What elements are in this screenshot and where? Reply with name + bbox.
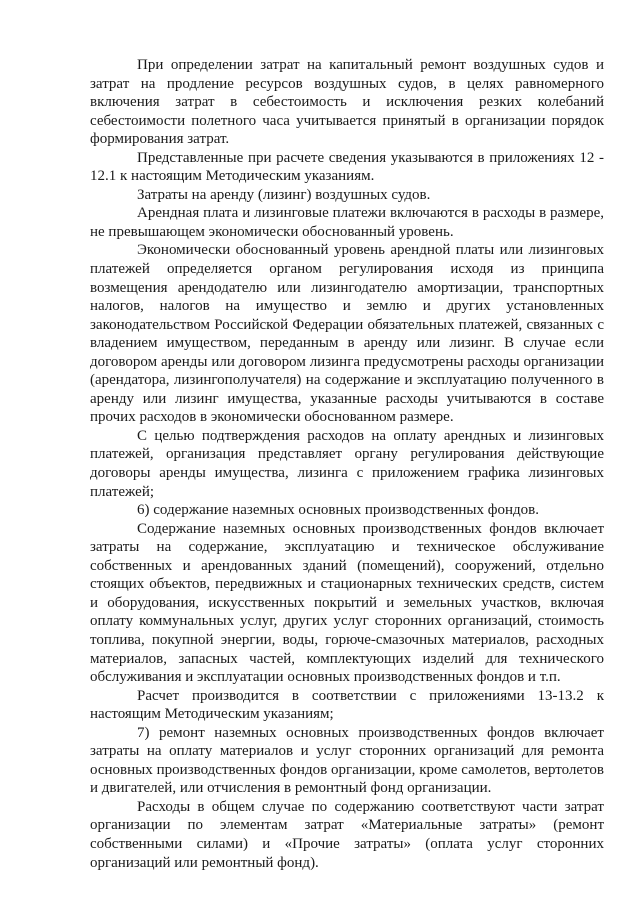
paragraph-appendix-13: Расчет производится в соответствии с приложениями 13-13.2 к настоящим Методическим указаниям;: [90, 687, 604, 723]
paragraph-item-7-repair: 7) ремонт наземных основных производственных фондов включает затраты на оплату материалов и услуг сторонних организаций для ремонта основных производственных фондов организации, кроме самолетов, вертолетов и двигателей, или отчисления в ремонтный фонд организации.: [90, 724, 604, 797]
paragraph-cost-determination: При определении затрат на капитальный ремонт воздушных судов и затрат на продление ресурсов воздушных судов, в целях равномерного включения затрат в себестоимость и исключения резких колебаний себестоимости полетного часа учитывается принятый в организации порядок формирования затрат.: [90, 57, 604, 148]
paragraph-lease-confirmation: С целью подтверждения расходов на оплату арендных и лизинговых платежей, организация представляет органу регулирования действующие договоры аренды имущества, лизинга с приложением графика лизинговых платежей;: [90, 427, 604, 500]
paragraph-ground-assets-maintenance: Содержание наземных основных производственных фондов включает затраты на содержание, эксплуатацию и техническое обслуживание собственных и арендованных зданий (помещений), сооружений, отдельно стоящих объектов, передвижных и стационарных технических средств, систем и оборудования, искусственных покрытий и земельных участков, включая оплату коммунальных услуг, других услуг сторонних организаций, стоимость топлива, покупной энергии, воды, горюче-смазочных материалов, расходных материалов, запасных частей, комплектующих изделий для технического обслуживания и эксплуатации основных производственных фондов и т.п.: [90, 520, 604, 686]
paragraph-cost-elements: Расходы в общем случае по содержанию соответствуют части затрат организации по элементам затрат «Материальные затраты» (ремонт собственными силами) и «Прочие затраты» (оплата услуг сторонних организаций или ремонтный фонд).: [90, 798, 604, 871]
paragraph-lease-heading: Затраты на аренду (лизинг) воздушных судов.: [137, 186, 431, 203]
paragraph-appendix-12: Представленные при расчете сведения указываются в приложениях 12 - 12.1 к настоящим Методическим указаниям.: [90, 149, 604, 185]
paragraph-economic-level: Экономически обоснованный уровень арендной платы или лизинговых платежей определяется органом регулирования исходя из принципа возмещения арендодателю или лизингодателю амортизации, транспортных налогов, налогов на имущество и землю и других установленных законодательством Российской Федерации обязательных платежей, связанных с владением имуществом, переданным в аренду или лизинг. В случае если договором аренды или договором лизинга предусмотрены расходы организации (арендатора, лизингополучателя) на содержание и эксплуатацию полученного в аренду или лизинг имущества, указанные расходы учитываются в составе прочих расходов в экономически обоснованном размере.: [90, 242, 604, 426]
paragraph-item-6-heading: 6) содержание наземных основных производственных фондов.: [137, 502, 539, 519]
paragraph-lease-payments: Арендная плата и лизинговые платежи включаются в расходы в размере, не превышающем экономически обоснованный уровень.: [90, 205, 604, 240]
document-page: [90, 56, 604, 872]
